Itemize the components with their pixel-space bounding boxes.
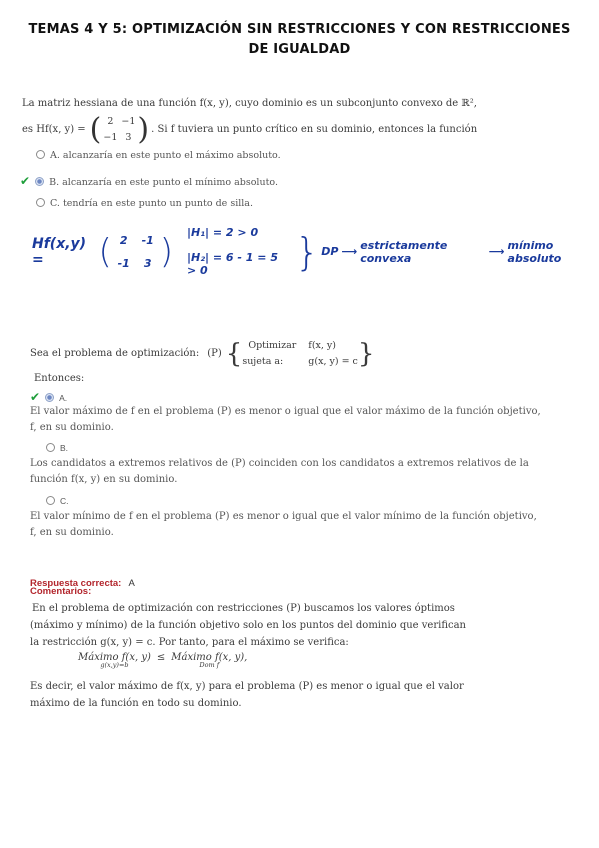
comment-line2: (máximo y mínimo) de la función objetivo solo en los puntos del dominio que verifican <box>30 620 467 631</box>
radio-icon[interactable] <box>46 496 55 505</box>
matrix-cell: −1 <box>121 116 136 127</box>
answer-label: Respuesta correcta: <box>30 578 122 589</box>
q1-hessian-label: es Hf(x, y) = <box>22 124 86 135</box>
q2-option-b-line2: función f(x, y) en su dominio. <box>30 474 178 485</box>
determinant-h2: |H₂| = 6 - 1 = 5 > 0 <box>186 251 278 277</box>
q2-objective: f(x, y) <box>308 340 336 351</box>
radio-icon[interactable] <box>36 198 45 207</box>
option-letter: B. <box>60 443 69 453</box>
option-label: C. tendría en este punto un punto de silla. <box>50 198 253 209</box>
handwritten-hf: Hf(x,y) = <box>32 235 87 268</box>
q2-option-c-line1: El valor mínimo de f en el problema (P) es menor o igual que el valor mínimo de la función objetivo, <box>30 511 537 522</box>
matrix-cell: -1 <box>141 233 154 247</box>
checkmark-icon: ✔ <box>20 174 31 188</box>
q2-option-a[interactable] <box>30 390 67 404</box>
formula <box>78 652 247 669</box>
comment-line5: máximo de la función en todo su dominio. <box>30 698 242 709</box>
comment-line4: Es decir, el valor máximo de f(x, y) para el problema (P) es menor o igual que el valor <box>30 681 464 692</box>
q1-text-line2-end: . Si f tuviera un punto crítico en su dominio, entonces la función <box>151 124 478 135</box>
arrow-icon: ⟶ <box>341 245 358 258</box>
answer-value: A <box>128 578 135 589</box>
comment-line1: En el problema de optimización con restricciones (P) buscamos los valores óptimos <box>32 603 455 614</box>
option-label: B. alcanzaría en este punto el mínimo absoluto. <box>49 177 278 188</box>
q2-option-c-line2: f, en su dominio. <box>30 527 114 538</box>
q2-intro: Sea el problema de optimización: <box>30 348 200 359</box>
handwritten-matrix: ( 2 -1 -1 3 ) <box>98 231 173 272</box>
option-letter: C. <box>60 496 69 506</box>
q2-sujeta: sujeta a: <box>242 356 284 367</box>
q2-option-a-line2: f, en su dominio. <box>30 422 114 433</box>
q2-option-a-line1: El valor máximo de f en el problema (P) es menor o igual que el valor máximo de la función objetivo, <box>30 406 541 417</box>
formula-left-sub: g(x,y)=b <box>100 661 129 669</box>
radio-selected-icon[interactable] <box>35 177 44 186</box>
determinants <box>187 226 289 277</box>
q2-p-label: (P) <box>207 348 222 359</box>
q2-constraint: g(x, y) = c <box>308 356 358 367</box>
handwritten-convex: estrictamente convexa <box>360 238 448 265</box>
q1-text-line1: La matriz hessiana de una función f(x, y), cuyo dominio es un subconjunto convexo de ℝ², <box>22 98 477 109</box>
option-letter: A. <box>59 393 68 403</box>
checkmark-icon: ✔ <box>30 390 41 404</box>
q1-text-line2 <box>22 111 478 147</box>
radio-selected-icon[interactable] <box>45 393 54 402</box>
matrix-cell: -1 <box>117 256 130 270</box>
q2-problem: Sea el problema de optimización: (P) { Optimizar f(x, y) sujeta a: g(x, y) = c } <box>30 338 375 369</box>
matrix-cell: 3 <box>143 256 152 270</box>
q1-option-c[interactable] <box>36 198 253 209</box>
q1-hessian-matrix: ( 2 −1 −1 3 ) <box>89 111 150 147</box>
handwritten-dp: DP <box>321 245 339 258</box>
comment-line3: la restricción g(x, y) = c. Por tanto, para el máximo se verifica: <box>30 637 349 648</box>
q1-option-a[interactable] <box>36 150 281 161</box>
radio-icon[interactable] <box>46 443 55 452</box>
q2-entonces: Entonces: <box>34 373 85 384</box>
q2-option-b-line1: Los candidatos a extremos relativos de (P) coinciden con los candidatos a extremos relativos de la <box>30 458 529 469</box>
determinant-h1: |H₁| = 2 > 0 <box>186 226 259 239</box>
handwritten-result: mínimo absoluto <box>507 238 562 265</box>
formula-right: Máximo f(x, y), <box>171 652 248 663</box>
handwritten-note <box>32 226 599 277</box>
formula-left: Máximo f(x, y) <box>78 652 151 663</box>
page-title: TEMAS 4 Y 5: OPTIMIZACIÓN SIN RESTRICCIONES Y CON RESTRICCIONES DE IGUALDAD <box>28 22 571 57</box>
q2-optimizar: Optimizar <box>248 340 297 351</box>
matrix-cell: 2 <box>119 233 128 247</box>
matrix-cell: −1 <box>103 132 118 143</box>
comments-label: Comentarios: <box>30 586 92 597</box>
formula-operator: ≤ <box>156 652 166 663</box>
q2-option-c[interactable] <box>46 496 69 507</box>
matrix-cell: 2 <box>107 116 114 127</box>
q1-option-b[interactable] <box>20 174 278 188</box>
brace-icon: } <box>295 229 320 274</box>
option-label: A. alcanzaría en este punto el máximo absoluto. <box>50 150 281 161</box>
arrow-icon: ⟶ <box>488 245 505 258</box>
radio-icon[interactable] <box>36 150 45 159</box>
matrix-cell: 3 <box>125 132 132 143</box>
q2-option-b[interactable] <box>46 443 68 454</box>
formula-right-sub: Dom f <box>199 661 220 669</box>
